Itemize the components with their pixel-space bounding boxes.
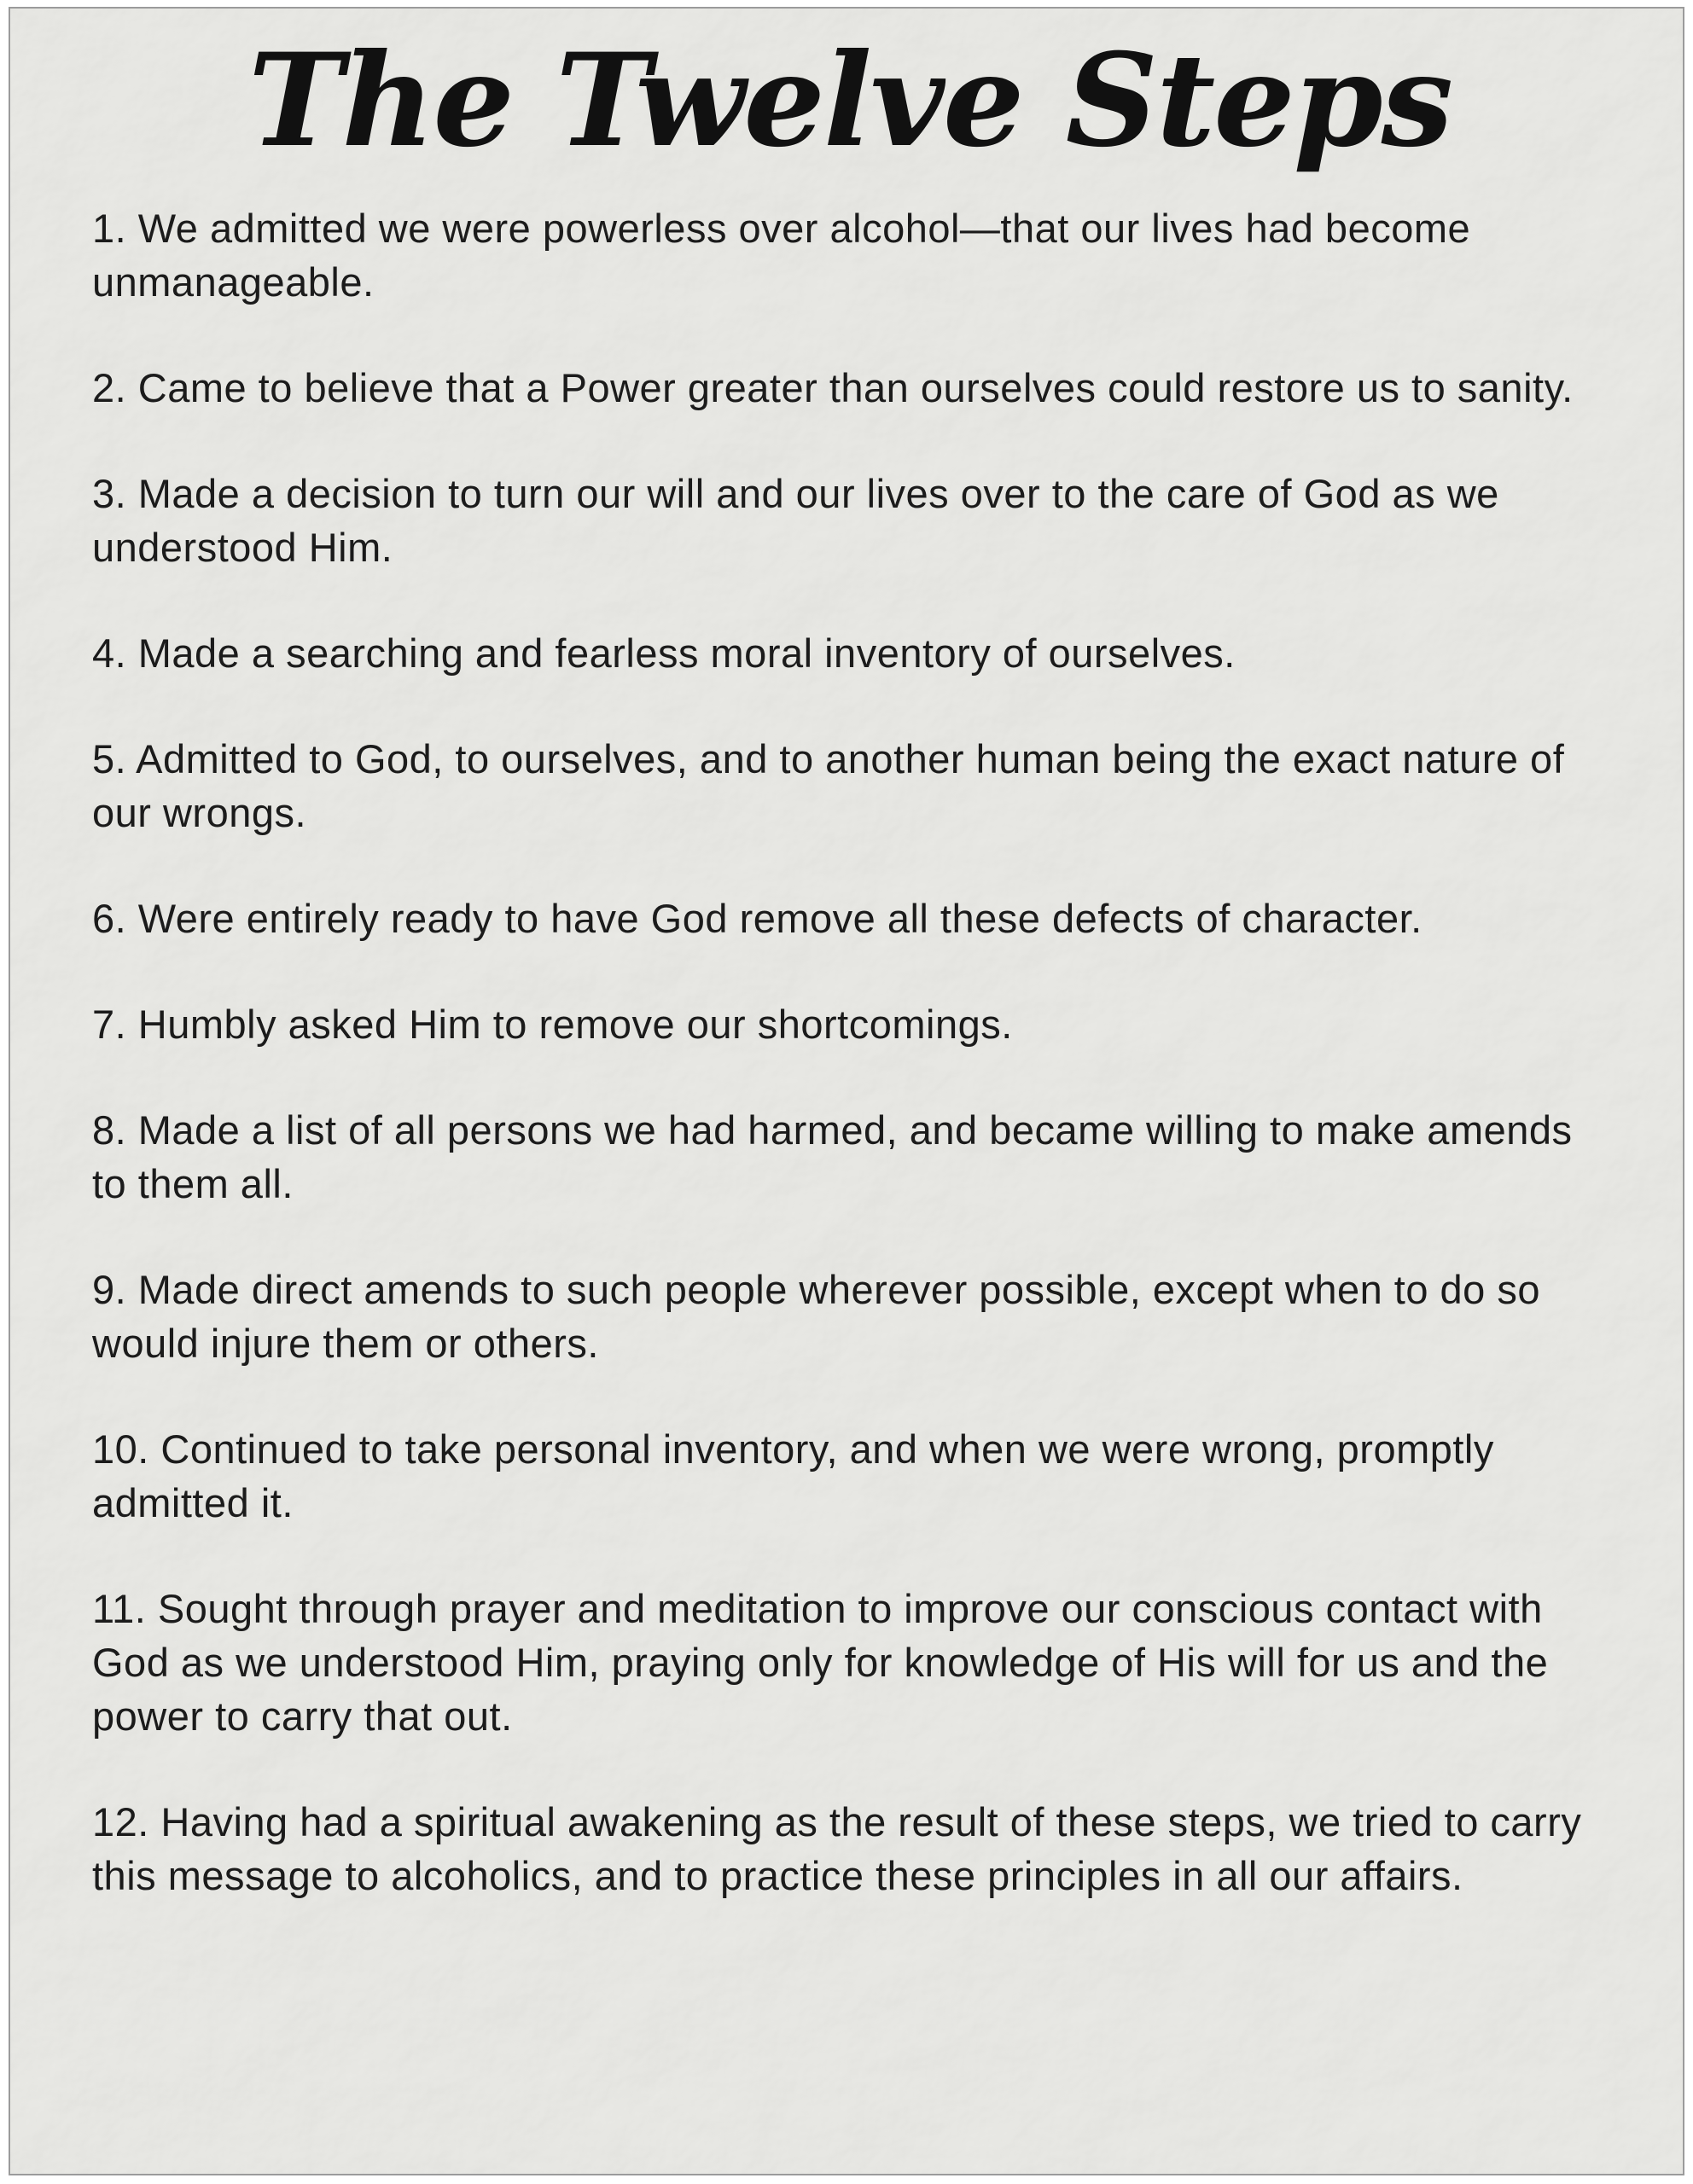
page-title: The Twelve Steps bbox=[247, 26, 1452, 176]
poster-page bbox=[9, 7, 1684, 2175]
step-item-10: 10. Continued to take personal inventory, and when we were wrong, promptly admitted it. bbox=[92, 1426, 1494, 1525]
step-item-3: 3. Made a decision to turn our will and our lives over to the care of God as we understood Him. bbox=[92, 471, 1499, 570]
step-item-11: 11. Sought through prayer and meditation to improve our conscious contact with God as we understood Him, praying only for knowledge of His will for us and the power to carry that out. bbox=[92, 1586, 1549, 1739]
step-item-9: 9. Made direct amends to such people wherever possible, except when to do so would injure them or others. bbox=[92, 1267, 1541, 1366]
step-item-5: 5. Admitted to God, to ourselves, and to another human being the exact nature of our wrongs. bbox=[92, 736, 1565, 835]
poster-content bbox=[10, 9, 1683, 1902]
step-item-7: 7. Humbly asked Him to remove our shortcomings. bbox=[92, 1002, 1013, 1047]
step-item-8: 8. Made a list of all persons we had harmed, and became willing to make amends to them all. bbox=[92, 1107, 1573, 1206]
step-item-1: 1. We admitted we were powerless over alcohol—that our lives had become unmanageable. bbox=[92, 206, 1471, 305]
step-item-12: 12. Having had a spiritual awakening as the result of these steps, we tried to carry this message to alcoholics, and to practice these principles in all our affairs. bbox=[92, 1799, 1582, 1898]
step-item-6: 6. Were entirely ready to have God remove all these defects of character. bbox=[92, 896, 1422, 941]
step-item-2: 2. Came to believe that a Power greater than ourselves could restore us to sanity. bbox=[92, 365, 1574, 410]
step-item-4: 4. Made a searching and fearless moral inventory of ourselves. bbox=[92, 630, 1236, 676]
steps-list bbox=[92, 201, 1608, 1902]
